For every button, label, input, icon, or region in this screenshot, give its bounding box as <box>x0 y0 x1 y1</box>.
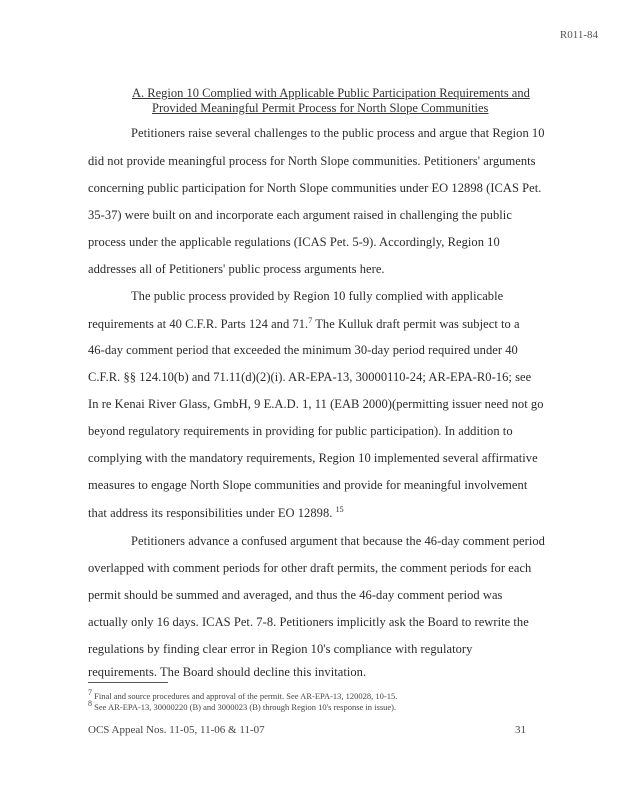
footnote-ref-7: 7 <box>308 316 313 325</box>
paragraph-3-line-4: actually only 16 days. ICAS Pet. 7-8. Petitioners implicitly ask the Board to rewrite the <box>88 615 529 629</box>
paragraph-2-line-2-text: requirements at 40 C.F.R. Parts 124 and 71. <box>88 317 309 332</box>
paragraph-2-line-9-text: that address its responsibilities under EO 12898. <box>88 506 333 521</box>
paragraph-2-line-4: C.F.R. §§ 124.10(b) and 71.11(d)(2)(i). AR-EPA-13, 30000110-24; AR-EPA-R0-16; see <box>88 370 532 384</box>
footer-case-number: OCS Appeal Nos. 11-05, 11-06 & 11-07 <box>88 724 265 736</box>
section-heading-line-1: A. Region 10 Complied with Applicable Public Participation Requirements and <box>132 86 530 100</box>
document-id: R011-84 <box>559 29 598 41</box>
paragraph-1-line-5: process under the applicable regulations (ICAS Pet. 5-9). Accordingly, Region 10 <box>88 235 500 249</box>
footnote-8-text: See AR-EPA-13, 30000220 (B) and 3000023 (B) through Region 10's response in issue). <box>94 701 397 712</box>
footnote-7-text: Final and source procedures and approval of the permit. See AR-EPA-13, 120028, 10-15. <box>94 690 398 701</box>
paragraph-1-line-4: 35-37) were built on and incorporate each argument raised in challenging the public <box>88 208 512 222</box>
paragraph-3-line-2: overlapped with comment periods for other draft permits, the comment periods for each <box>88 561 532 575</box>
footnote-8-number: 8 <box>88 699 92 708</box>
paragraph-3-line-3: permit should be summed and averaged, and thus the 46-day comment period was <box>88 588 503 602</box>
footnote-ref-8: 15 <box>335 505 344 514</box>
paragraph-2-line-7: complying with the mandatory requirements, Region 10 implemented several affirmative <box>88 451 538 465</box>
paragraph-2-line-6: beyond regulatory requirements in providing for public participation). In addition to <box>88 424 513 438</box>
paragraph-1-line-3: concerning public participation for North Slope communities under EO 12898 (ICAS Pet. <box>88 181 542 195</box>
page-number: 31 <box>515 724 526 736</box>
paragraph-2-line-9 <box>88 505 344 521</box>
footnote-7-number: 7 <box>88 688 92 697</box>
paragraph-2-line-2 <box>88 316 520 332</box>
paragraph-2-line-3: 46-day comment period that exceeded the minimum 30-day period required under 40 <box>88 343 518 357</box>
paragraph-2-line-1: The public process provided by Region 10 fully complied with applicable <box>131 289 504 303</box>
paragraph-3-line-5: regulations by finding clear error in Region 10's compliance with regulatory <box>88 642 473 656</box>
section-heading-line-2: Provided Meaningful Permit Process for North Slope Communities <box>152 101 489 115</box>
paragraph-2-line-2-tail: The Kulluk draft permit was subject to a <box>312 317 520 332</box>
paragraph-1-line-1: Petitioners raise several challenges to the public process and argue that Region 10 <box>131 126 545 140</box>
paragraph-2-line-5: In re Kenai River Glass, GmbH, 9 E.A.D. 1, 11 (EAB 2000)(permitting issuer need not go <box>88 397 544 411</box>
footnote-8 <box>88 699 396 712</box>
paragraph-1-line-6: addresses all of Petitioners' public process arguments here. <box>88 262 385 276</box>
footnote-divider <box>88 682 168 683</box>
paragraph-3-line-1: Petitioners advance a confused argument that because the 46-day comment period <box>131 534 545 548</box>
paragraph-3-line-6: requirements. The Board should decline this invitation. <box>88 665 367 679</box>
paragraph-1-line-2: did not provide meaningful process for North Slope communities. Petitioners' arguments <box>88 154 536 168</box>
paragraph-2-line-8: measures to engage North Slope communities and provide for meaningful involvement <box>88 478 528 492</box>
